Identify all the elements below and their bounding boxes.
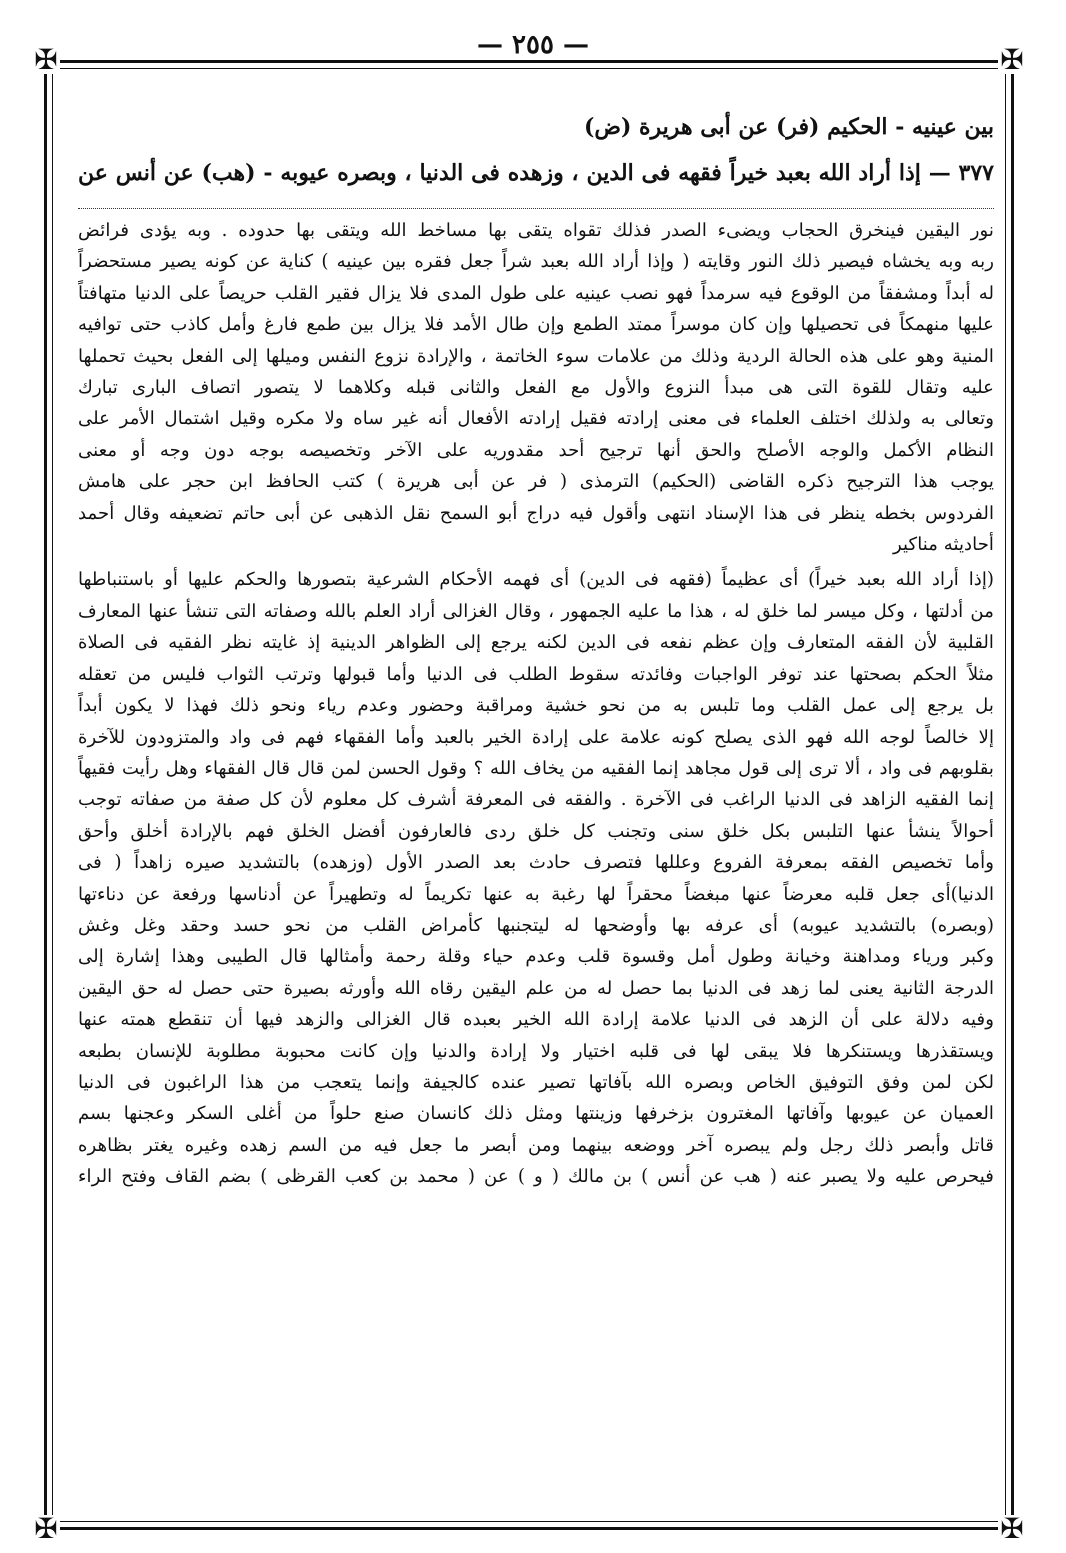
text-line: وفيه دلالة على أن الزهد فى الدنيا علامة إرادة الله الخير بعبده قال الغزالى والزهد فيها أن تنقطع همته عنها: [78, 1009, 994, 1031]
text-line: مثلاً الحكم بصحتها عند توفر الواجبات وفائدته سقوط الطلب فى الدنيا وأما قبولها وترتب الثواب فليس من تعقله: [78, 663, 994, 685]
corner-ornament-icon: ✠: [998, 46, 1026, 74]
text-line: عليه وتقال للقوة التى هى مبدأ النزوع والأول مع الفعل والثانى قبله وكلاهما لا يتصور اتصاف البارى تبارك: [78, 377, 994, 399]
matn-line: بين عينيه - الحكيم (فر) عن أبى هريرة (ض): [583, 114, 994, 140]
text-line: العميان عن عيوبها وآفاتها المغترون بزخرفها وزينتها ومثل ذلك كانسان صنع حلواً من أغلى السكر وعجنها بسم: [78, 1103, 994, 1125]
text-line: النظام الأكمل والوجه الأصلح والحق أنها ترجيح أحد مقدوريه على الآخر وتخصيصه بوجه دون وجه أو معنى: [78, 439, 994, 461]
text-line: الفردوس بخطه ينظر فى هذا الإسناد انتهى وأقول فيه دراج أبو السمح نقل الذهبى عن أبى حاتم تضعيفه وقال أحمد: [78, 502, 994, 524]
dotted-separator: [78, 208, 994, 209]
corner-ornament-icon: ✠: [32, 46, 60, 74]
text-line: (وبصره) بالتشديد عيوبه) أى عرفه بها وأوضحها له ليتجنبها كأمراض القلب من نحو حسد وحقد وغل وغش: [78, 914, 994, 936]
corner-ornament-icon: ✠: [998, 1515, 1026, 1543]
matn-line: ٣٧٧ — إذا أراد الله بعبد خيراً فقهه فى الدين ، وزهده فى الدنيا ، وبصره عيوبه - (هب) عن أنس عن: [78, 160, 994, 186]
corner-ornament-icon: ✠: [32, 1515, 60, 1543]
text-line: القلبية لأن الفقه المتعارف وإن عظم نفعه فى الدين لكنه يرجع إلى الظواهر الدينية إذ غايته نظر الفقيه فى الصلاة: [78, 632, 994, 654]
text-line: (إذا أراد الله بعبد خيراً) أى عظيماً (فقهه فى الدين) أى فهمه الأحكام الشرعية بتصورها والحكم عليها أو باستنباطها: [78, 569, 994, 591]
text-line: نور اليقين فينخرق الحجاب ويضىء الصدر فذلك تقواه يتقى بها مساخط الله ويتقى بها حدوده . وبه يؤدى فرائض: [78, 220, 994, 241]
page-number: — ٢٥٥ —: [476, 30, 590, 60]
text-line: يوجب هذا الترجيح ذكره القاضى (الحكيم) الترمذى ( فر عن أبى هريرة ) كتب الحافظ ابن حجر على هامش: [78, 471, 994, 493]
text-line: من أدلتها ، وكل ميسر لما خلق له ، هذا ما عليه الجمهور ، وقال الغزالى أراد العلم بالله وصفاته التى تنشأ عنها المعارف: [78, 600, 994, 622]
text-line: فيحرص عليه ولا يصبر عنه ( هب عن أنس ) بن مالك ( و ) عن ( محمد بن كعب القرظى ) بضم القاف وفتح الراء: [78, 1166, 994, 1188]
text-line: إنما الفقيه الزاهد فى الدنيا الراغب فى الآخرة . والفقه فى المعرفة أشرف كل معلوم لأن كل صفة من صفاته توجب: [78, 789, 994, 811]
text-line: ويستقذرها ويستنكرها فلا يبقى لها فى قلبه اختيار ولا إرادة والدنيا وإن كانت محبوبة مطلوبة للإنسان بطبعه: [78, 1040, 994, 1062]
text-line: أحاديثه مناكير: [893, 534, 994, 556]
commentary-paragraph: [78, 215, 994, 560]
page-content: [78, 104, 994, 1193]
commentary-paragraph: [78, 564, 994, 1192]
text-line: وأما تخصيص الفقه بمعرفة الفروع وعللها فتصرف حادث بعد الصدر الأول (وزهده) بالتشديد صيره زاهداً ( فى: [78, 852, 994, 874]
text-line: له أبداً ومشفقاً من الوقوع فيه سرمداً فهو نصب عينيه على طول المدى فلا يزال فقير القلب حريصاً على الدنيا متهافتاً: [78, 282, 994, 304]
commentary: [78, 215, 994, 1193]
text-line: إلا خالصاً لوجه الله فهو الذى يصلح كونه علامة على إرادة الخير بالعبد وأما الفقهاء فهم فى واد والمتزودون للآخرة: [78, 726, 994, 748]
text-line: ربه وبه يخشاه فيصير ذلك النور وقايته ( وإذا أراد الله بعبد شراً جعل فقره بين عينيه ) كناية عن كونه يصير مستحضراً: [78, 251, 994, 273]
text-line: قاتل وأبصر ذلك رجل ولم يبصره آخر ووضعه بينهما ومن أبصر ما جعل فيه من السم زهده وغيره يغتر بظاهره: [78, 1134, 994, 1156]
text-line: المنية وهو على هذه الحالة الردية وذلك من علامات سوء الخاتمة ، والإرادة نزوع النفس وميلها إلى الفعل بحيث تحملها: [78, 345, 994, 367]
hadith-text: [78, 104, 994, 196]
text-line: وكبر ورياء ومداهنة وخيانة وطول أمل وقسوة قلب وعدم حياء وقلة رحمة وأمثالها قال الطيبى وهذا إشارة إلى: [78, 946, 994, 968]
text-line: بقلوبهم فى واد ، ألا ترى إلى قول مجاهد إنما الفقيه من يخاف الله ؟ وقول الحسن لمن قال قال الفقهاء وهل رأيت فقيهاً: [78, 757, 994, 779]
text-line: بل يرجع إلى عمل القلب وما تلبس به من نحو خشية ومراقبة وحضور وعدم رياء ونحو ذلك فهذا لا يكون أبداً: [78, 695, 994, 717]
text-line: الدرجة الثانية يعنى لما زهد فى الدنيا بما حصل له من علم اليقين رقاه الله وأورثه بصيرة حتى حصل له حق اليقين: [78, 977, 994, 999]
text-line: وتعالى به ولذلك اختلف العلماء فى معنى إرادته فقيل إرادته الأفعال أنه غير ساه ولا مكره وقيل اشتمال الأمر على: [78, 408, 994, 430]
text-line: الدنيا)أى جعل قلبه معرضاً عنها مبغضاً محقراً لها رغبة به عنها تكريماً له وتطهيراً عن أدناسها ورفعة عن دناءتها: [78, 883, 994, 905]
text-line: أحوالاً ينشأ عنها التلبس بكل خلق سنى وتجنب كل خلق ردى فالعارفون أفضل الخلق فهم بالإرادة أخلق وأحق: [78, 820, 994, 842]
text-line: عليها منهمكاً فى تحصيلها وإن كان موسراً ممتد الطمع وإن طال الأمد فلا يزال بين طمع فارغ وأمل كاذب حتى توافيه: [78, 314, 994, 336]
text-line: لكن لمن وفق التوفيق الخاص وبصره الله بآفاتها تصير عنده كالجيفة وإنما يتعجب من هذا الراغبون فى الدنيا: [78, 1071, 994, 1093]
